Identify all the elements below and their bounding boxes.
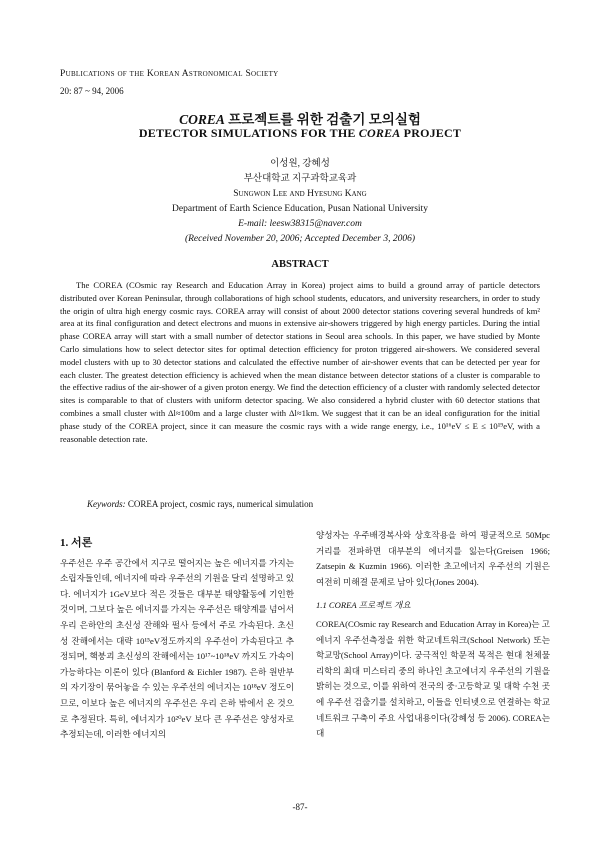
author-block [0,157,600,247]
keywords [87,499,313,509]
abstract-body [60,279,540,445]
title-english-italic: COREA [358,126,401,140]
email: E-mail: leesw38315@naver.com [238,219,362,229]
subsection-paragraph: COREA(COsmic ray Research and Education Array in Korea)는 고에너지 우주선측정을 위한 학교네트워크(School Network) 또는 학교망(School Array)이다. 궁극적인 학문적 목적은 현대 천체물리학의 최대 미스터리 중의 하나인 초고에너지 우주선의 기원을 밝히는 것으로, 이를 위하여 전국의 중·고등학교 및 대학 수천 곳에 우주선 검출기를 설치하고, 이들을 인터넷으로 연결하는 학교 네트워크 구축이 주요 사업내용이다(강혜성 등 2006). COREA는 대 [316,618,550,739]
title-korean-rest: 프로젝트를 위한 검출기 모의실험 [224,112,421,127]
affiliation-english: Department of Earth Science Education, Pusan National University [172,204,428,214]
intro-paragraph: 우주선은 우주 공간에서 지구로 떨어지는 높은 에너지를 가지는 소립자들인데, 에너지에 따라 우주선의 기원을 달리 설명하고 있다. 에너지가 1GeV보다 적은 것들은 대부분 태양활동에 기인한 것이며, 그보다 높은 에너지를 가지는 우주선은 태양계를 넘어서 우리 은하안의 초신성 잔해와 펄사 등에서 주로 가속된다. 초신성 잔해에서는 대략 10¹⁵eV정도까지의 우주선이 가속된다고 추정되며, 핵붕괴 초신성의 잔해에서는 10¹⁷~10¹⁸eV 까지도 가속이 가능하다는 이론이 있다 (Blanford & Eichler 1987). 은하 원반부의 자기장이 묶어놓을 수 있는 우주선의 에너지는 10¹⁸eV 정도이므로, 이보다 높은 에너지의 우주선은 우리 은하 밖에서 온 것으로 추정된다. 특히, 에너지가 10²⁰eV 보다 큰 우주선은 양성자로 추정되는데, 이러한 에너지의 [60,557,294,740]
subsection-heading: 1.1 COREA 프로젝트 개요 [316,600,411,611]
issue-info: 20: 87 ~ 94, 2006 [60,86,124,96]
column-left [60,536,294,743]
affiliation-korean: 부산대학교 지구과학교육과 [243,174,357,184]
abstract-paragraph: The COREA (COsmic ray Research and Education Array in Korea) project aims to build a ground array of particle detectors distributed over Korean Peninsular, through collaborations of high school students, educators, and university researchers, in order to study the origin of ultra high energy cosmic rays. COREA array will consist of about 2000 detector stations covering several hundreds of km² area at its final configuration and detect electrons and muons in extensive air-showers triggered by high energy particles. During the intial phase COREA array will start with a small number of detector stations in Seoul area schools. In this paper, we have studied by Monte Carlo simulations how to select detector sites for optimal detection efficiency for proton triggered air-showers. We considered several model clusters with up to 30 detector stations and calculated the effective number of air-shower events that can be detected per year for each cluster. The greatest detection efficiency is achieved when the mean distance between detector stations of a cluster is comparable to the effective radius of the air-shower of a given proton energy. We find the detection efficiency of a cluster with randomly selected detector sites is comparable to that of clusters with uniform detector spacing. We also considered a hybrid cluster with 60 detector stations that combines a small cluster with Δl≈100m and a large cluster with Δl≈1km. We suggest that it can be an ideal configuration for the initial phase study of the COREA project, since it can measure the cosmic rays with a wide range energy, i.e., 10¹⁶eV ≤ E ≤ 10¹⁹eV, with a reasonable detection rate. [60,280,540,444]
keywords-text: COREA project, cosmic rays, numerical simulation [125,499,314,509]
column-right [316,528,550,742]
title-korean-italic: COREA [179,112,225,127]
authors-korean: 이성원, 강혜성 [270,159,330,169]
section-heading: 1. 서론 [60,537,93,549]
title-english-main: DETECTOR SIMULATIONS FOR THE [138,126,359,140]
abstract-heading: ABSTRACT [271,259,329,270]
title-korean [0,108,600,128]
keywords-label: Keywords: [87,499,126,509]
title-english [0,126,600,141]
authors-english: Sungwon Lee and Hyesung Kang [233,189,367,199]
journal-name: Publications of the Korean Astronomical Society [60,69,279,79]
received-dates: (Received November 20, 2006; Accepted December 3, 2006) [184,234,416,244]
page-number: -87- [292,802,308,812]
title-english-tail: PROJECT [400,126,462,140]
intro-paragraph-continued: 양성자는 우주배경복사와 상호작용을 하여 평균적으로 50Mpc거리를 전파하면 대부분의 에너지를 잃는다(Greisen 1966; Zatsepin & Kuzmin 1966). 이러한 초고에너지 우주선의 기원은 여전히 미해결 문제로 남아 있다(Jones 2004). [316,530,550,587]
